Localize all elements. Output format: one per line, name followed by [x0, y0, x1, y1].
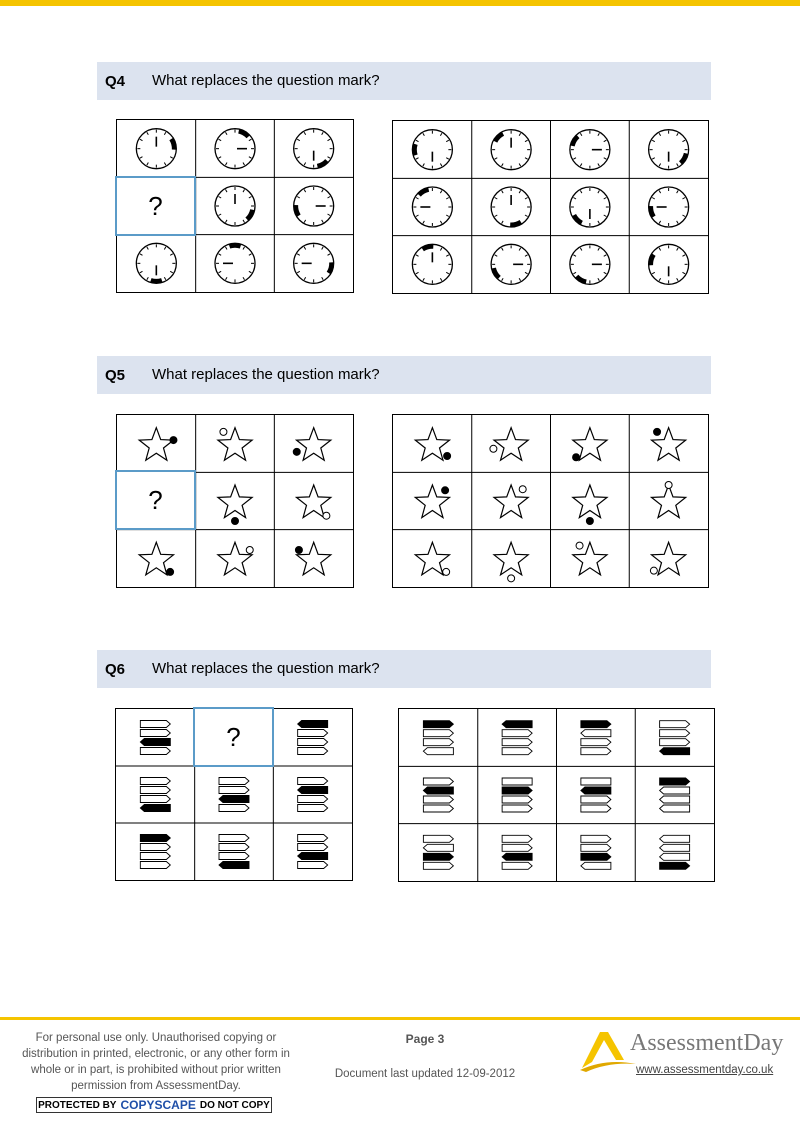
hollow-arrow — [581, 844, 611, 851]
figure-cell — [491, 130, 531, 170]
filled-dot — [170, 437, 177, 444]
filled-arrow — [298, 787, 328, 794]
hollow-arrow — [423, 796, 453, 803]
hollow-arrow — [423, 805, 453, 812]
figure-cell — [136, 243, 176, 283]
figure-cell — [294, 186, 334, 226]
hollow-dot — [323, 512, 330, 519]
figure-cell — [502, 835, 532, 869]
brand-name: AssessmentDay — [630, 1030, 784, 1056]
figure-cell — [490, 428, 528, 461]
figure-cell — [502, 778, 532, 812]
question-mark: ? — [226, 721, 241, 752]
figure-cell — [139, 542, 173, 575]
hollow-arrow — [660, 730, 690, 737]
hollow-dot — [443, 568, 450, 575]
filled-arrow — [581, 787, 611, 794]
figure-cell — [412, 244, 452, 284]
figure-cell — [423, 721, 453, 755]
filled-arrow — [140, 835, 170, 842]
q4-option-figures — [393, 121, 708, 293]
figure-cell — [491, 187, 531, 227]
question-header-q6 — [97, 650, 711, 688]
clock-face — [136, 129, 176, 169]
star — [494, 542, 528, 575]
question-text: What replaces the question mark? — [152, 366, 380, 383]
question-mark: ? — [148, 484, 163, 515]
clock-marker — [229, 246, 240, 247]
star — [218, 485, 252, 518]
figure-cell — [491, 244, 531, 284]
filled-arrow — [502, 853, 532, 860]
filled-arrow — [423, 853, 453, 860]
question-number: Q4 — [105, 73, 126, 90]
hollow-arrow — [581, 862, 611, 869]
hollow-dot — [650, 567, 657, 574]
hollow-arrow — [423, 730, 453, 737]
filled-dot — [654, 428, 661, 435]
hollow-arrow — [660, 835, 690, 842]
figure-cell — [298, 835, 328, 869]
figure-cell — [218, 542, 253, 575]
question-header-q5 — [97, 356, 711, 394]
question-number: Q5 — [105, 367, 126, 384]
filled-dot — [293, 448, 300, 455]
figure-cell — [219, 835, 249, 869]
assessmentday-logo — [578, 1028, 638, 1074]
hollow-dot — [246, 547, 253, 554]
figure-cell — [581, 835, 611, 869]
hollow-arrow — [140, 787, 170, 794]
figure-cell — [218, 485, 252, 525]
figure-cell — [573, 485, 607, 525]
filled-arrow — [660, 862, 690, 869]
figure-cell — [660, 721, 690, 755]
hollow-arrow — [140, 844, 170, 851]
figure-cell — [215, 186, 255, 226]
filled-arrow — [423, 787, 453, 794]
q6-question-mark-cell — [193, 707, 274, 767]
hollow-arrow — [140, 730, 170, 737]
figure-cell — [649, 130, 689, 170]
filled-arrow — [581, 721, 611, 728]
figure-cell — [139, 428, 177, 461]
hollow-arrow — [219, 853, 249, 860]
hollow-arrow — [660, 721, 690, 728]
copyscape-post: DO NOT COPY — [199, 1099, 270, 1111]
hollow-arrow — [140, 796, 170, 803]
figure-cell — [652, 428, 686, 461]
figure-cell — [140, 721, 170, 755]
filled-dot — [167, 568, 174, 575]
figure-cell — [581, 721, 611, 755]
clock-face — [215, 243, 255, 283]
hollow-arrow — [298, 844, 328, 851]
filled-arrow — [219, 796, 249, 803]
figure-cell — [215, 129, 255, 169]
copyscape-pre: PROTECTED BY — [38, 1099, 117, 1111]
figure-cell — [660, 835, 690, 869]
hollow-arrow — [219, 787, 249, 794]
question-number: Q6 — [105, 661, 126, 678]
filled-dot — [586, 518, 593, 525]
filled-arrow — [140, 805, 170, 812]
hollow-arrow — [219, 844, 249, 851]
figure-cell — [570, 130, 610, 170]
hollow-arrow — [298, 739, 328, 746]
footer-rule — [0, 1017, 800, 1020]
figure-cell — [652, 482, 686, 518]
hollow-arrow — [219, 805, 249, 812]
filled-dot — [444, 452, 451, 459]
clock-face — [294, 243, 334, 283]
clock-face — [649, 244, 689, 284]
star — [139, 428, 173, 461]
hollow-arrow — [298, 730, 328, 737]
hollow-arrow — [219, 778, 249, 785]
hollow-arrow — [140, 721, 170, 728]
filled-arrow — [581, 853, 611, 860]
filled-dot — [573, 454, 580, 461]
hollow-arrow — [423, 862, 453, 869]
figure-cell — [581, 778, 611, 812]
question-mark: ? — [148, 190, 163, 221]
hollow-arrow — [423, 739, 453, 746]
figure-cell — [297, 485, 331, 519]
hollow-arrow — [298, 805, 328, 812]
hollow-arrow — [581, 796, 611, 803]
hollow-arrow — [581, 739, 611, 746]
figure-cell — [650, 542, 685, 575]
hollow-arrow — [660, 796, 690, 803]
q4-question-mark-cell — [115, 176, 196, 236]
clock-face — [294, 186, 334, 226]
q5-option-figures — [393, 415, 708, 587]
figure-cell — [502, 721, 532, 755]
hollow-arrow — [660, 805, 690, 812]
figure-cell — [573, 428, 607, 461]
filled-arrow — [660, 778, 690, 785]
hollow-arrow — [581, 835, 611, 842]
figure-cell — [573, 542, 607, 575]
hollow-arrow — [502, 862, 532, 869]
hollow-arrow — [502, 805, 532, 812]
figure-cell — [494, 485, 528, 518]
figure-cell — [649, 244, 689, 284]
hollow-arrow — [140, 778, 170, 785]
copyscape-brand: COPYSCAPE — [120, 1098, 196, 1112]
figure-cell — [660, 778, 690, 812]
hollow-arrow — [298, 796, 328, 803]
hollow-arrow — [581, 805, 611, 812]
figure-cell — [294, 243, 334, 283]
figure-cell — [494, 542, 528, 582]
figure-cell — [415, 428, 450, 461]
clock-face — [136, 243, 176, 283]
hollow-arrow — [140, 862, 170, 869]
clock-face — [412, 130, 452, 170]
figure-cell — [140, 778, 170, 812]
hollow-arrow — [660, 844, 690, 851]
star — [297, 428, 331, 461]
clock-marker — [415, 144, 416, 155]
filled-arrow — [660, 748, 690, 755]
hollow-arrow — [502, 835, 532, 842]
hollow-arrow — [502, 796, 532, 803]
filled-arrow — [502, 787, 532, 794]
figure-cell — [649, 187, 689, 227]
question-text: What replaces the question mark? — [152, 660, 380, 677]
clock-marker — [151, 280, 162, 281]
brand-url-link[interactable]: www.assessmentday.co.uk — [636, 1064, 774, 1076]
q4-options-grid — [392, 120, 709, 294]
hollow-arrow — [423, 844, 453, 851]
hollow-arrow — [502, 778, 532, 785]
hollow-arrow — [581, 730, 611, 737]
figure-cell — [570, 244, 610, 284]
figure-cell — [412, 130, 452, 170]
q5-question-mark-cell — [115, 470, 196, 530]
figure-cell — [140, 835, 170, 869]
hollow-arrow — [140, 853, 170, 860]
hollow-arrow — [660, 787, 690, 794]
figure-cell — [423, 778, 453, 812]
figure-cell — [293, 428, 331, 461]
hollow-arrow — [581, 748, 611, 755]
q6-options-grid — [398, 708, 715, 882]
hollow-arrow — [660, 739, 690, 746]
hollow-dot — [519, 486, 526, 493]
page-number: Page 3 — [405, 1032, 445, 1046]
hollow-arrow — [502, 739, 532, 746]
hollow-dot — [490, 445, 497, 452]
hollow-arrow — [298, 862, 328, 869]
figure-cell — [295, 542, 330, 575]
hollow-dot — [665, 482, 672, 489]
filled-dot — [232, 518, 239, 525]
figure-cell — [415, 542, 449, 575]
figure-cell — [415, 485, 449, 518]
star — [573, 485, 607, 518]
figure-cell — [298, 778, 328, 812]
last-updated: Document last updated 12-09-2012 — [334, 1068, 516, 1080]
hollow-dot — [220, 428, 227, 435]
hollow-dot — [576, 542, 583, 549]
hollow-arrow — [423, 778, 453, 785]
figure-cell — [136, 129, 176, 169]
filled-dot — [295, 547, 302, 554]
figure-cell — [215, 243, 255, 283]
hollow-arrow — [423, 748, 453, 755]
figure-cell — [219, 778, 249, 812]
hollow-arrow — [423, 835, 453, 842]
figure-cell — [294, 129, 334, 169]
hollow-arrow — [660, 853, 690, 860]
filled-arrow — [423, 721, 453, 728]
hollow-arrow — [298, 835, 328, 842]
filled-arrow — [140, 739, 170, 746]
q5-options-grid — [392, 414, 709, 588]
hollow-arrow — [581, 778, 611, 785]
star — [494, 428, 528, 461]
hollow-arrow — [140, 748, 170, 755]
hollow-arrow — [298, 748, 328, 755]
filled-dot — [442, 487, 449, 494]
q6-option-figures — [399, 709, 714, 881]
filled-arrow — [219, 862, 249, 869]
figure-cell — [412, 187, 452, 227]
figure-cell — [218, 428, 252, 461]
hollow-dot — [508, 575, 515, 582]
question-text: What replaces the question mark? — [152, 72, 380, 89]
hollow-arrow — [502, 844, 532, 851]
figure-cell — [570, 187, 610, 227]
filled-arrow — [502, 721, 532, 728]
figure-cell — [423, 835, 453, 869]
hollow-arrow — [219, 835, 249, 842]
copyscape-badge[interactable] — [36, 1097, 272, 1113]
clock-face — [649, 187, 689, 227]
figure-cell — [298, 721, 328, 755]
star — [652, 485, 686, 518]
filled-arrow — [298, 721, 328, 728]
hollow-arrow — [502, 748, 532, 755]
filled-arrow — [298, 853, 328, 860]
copyright-notice: For personal use only. Unauthorised copying or distribution in printed, electronic, or any other form in whole or in part, is prohibited without prior written permission from AssessmentDay. — [22, 1032, 290, 1092]
top-accent-bar — [0, 0, 800, 6]
clock-face — [412, 244, 452, 284]
hollow-arrow — [502, 730, 532, 737]
question-header-q4 — [97, 62, 711, 100]
hollow-arrow — [298, 778, 328, 785]
clock-face — [491, 187, 531, 227]
